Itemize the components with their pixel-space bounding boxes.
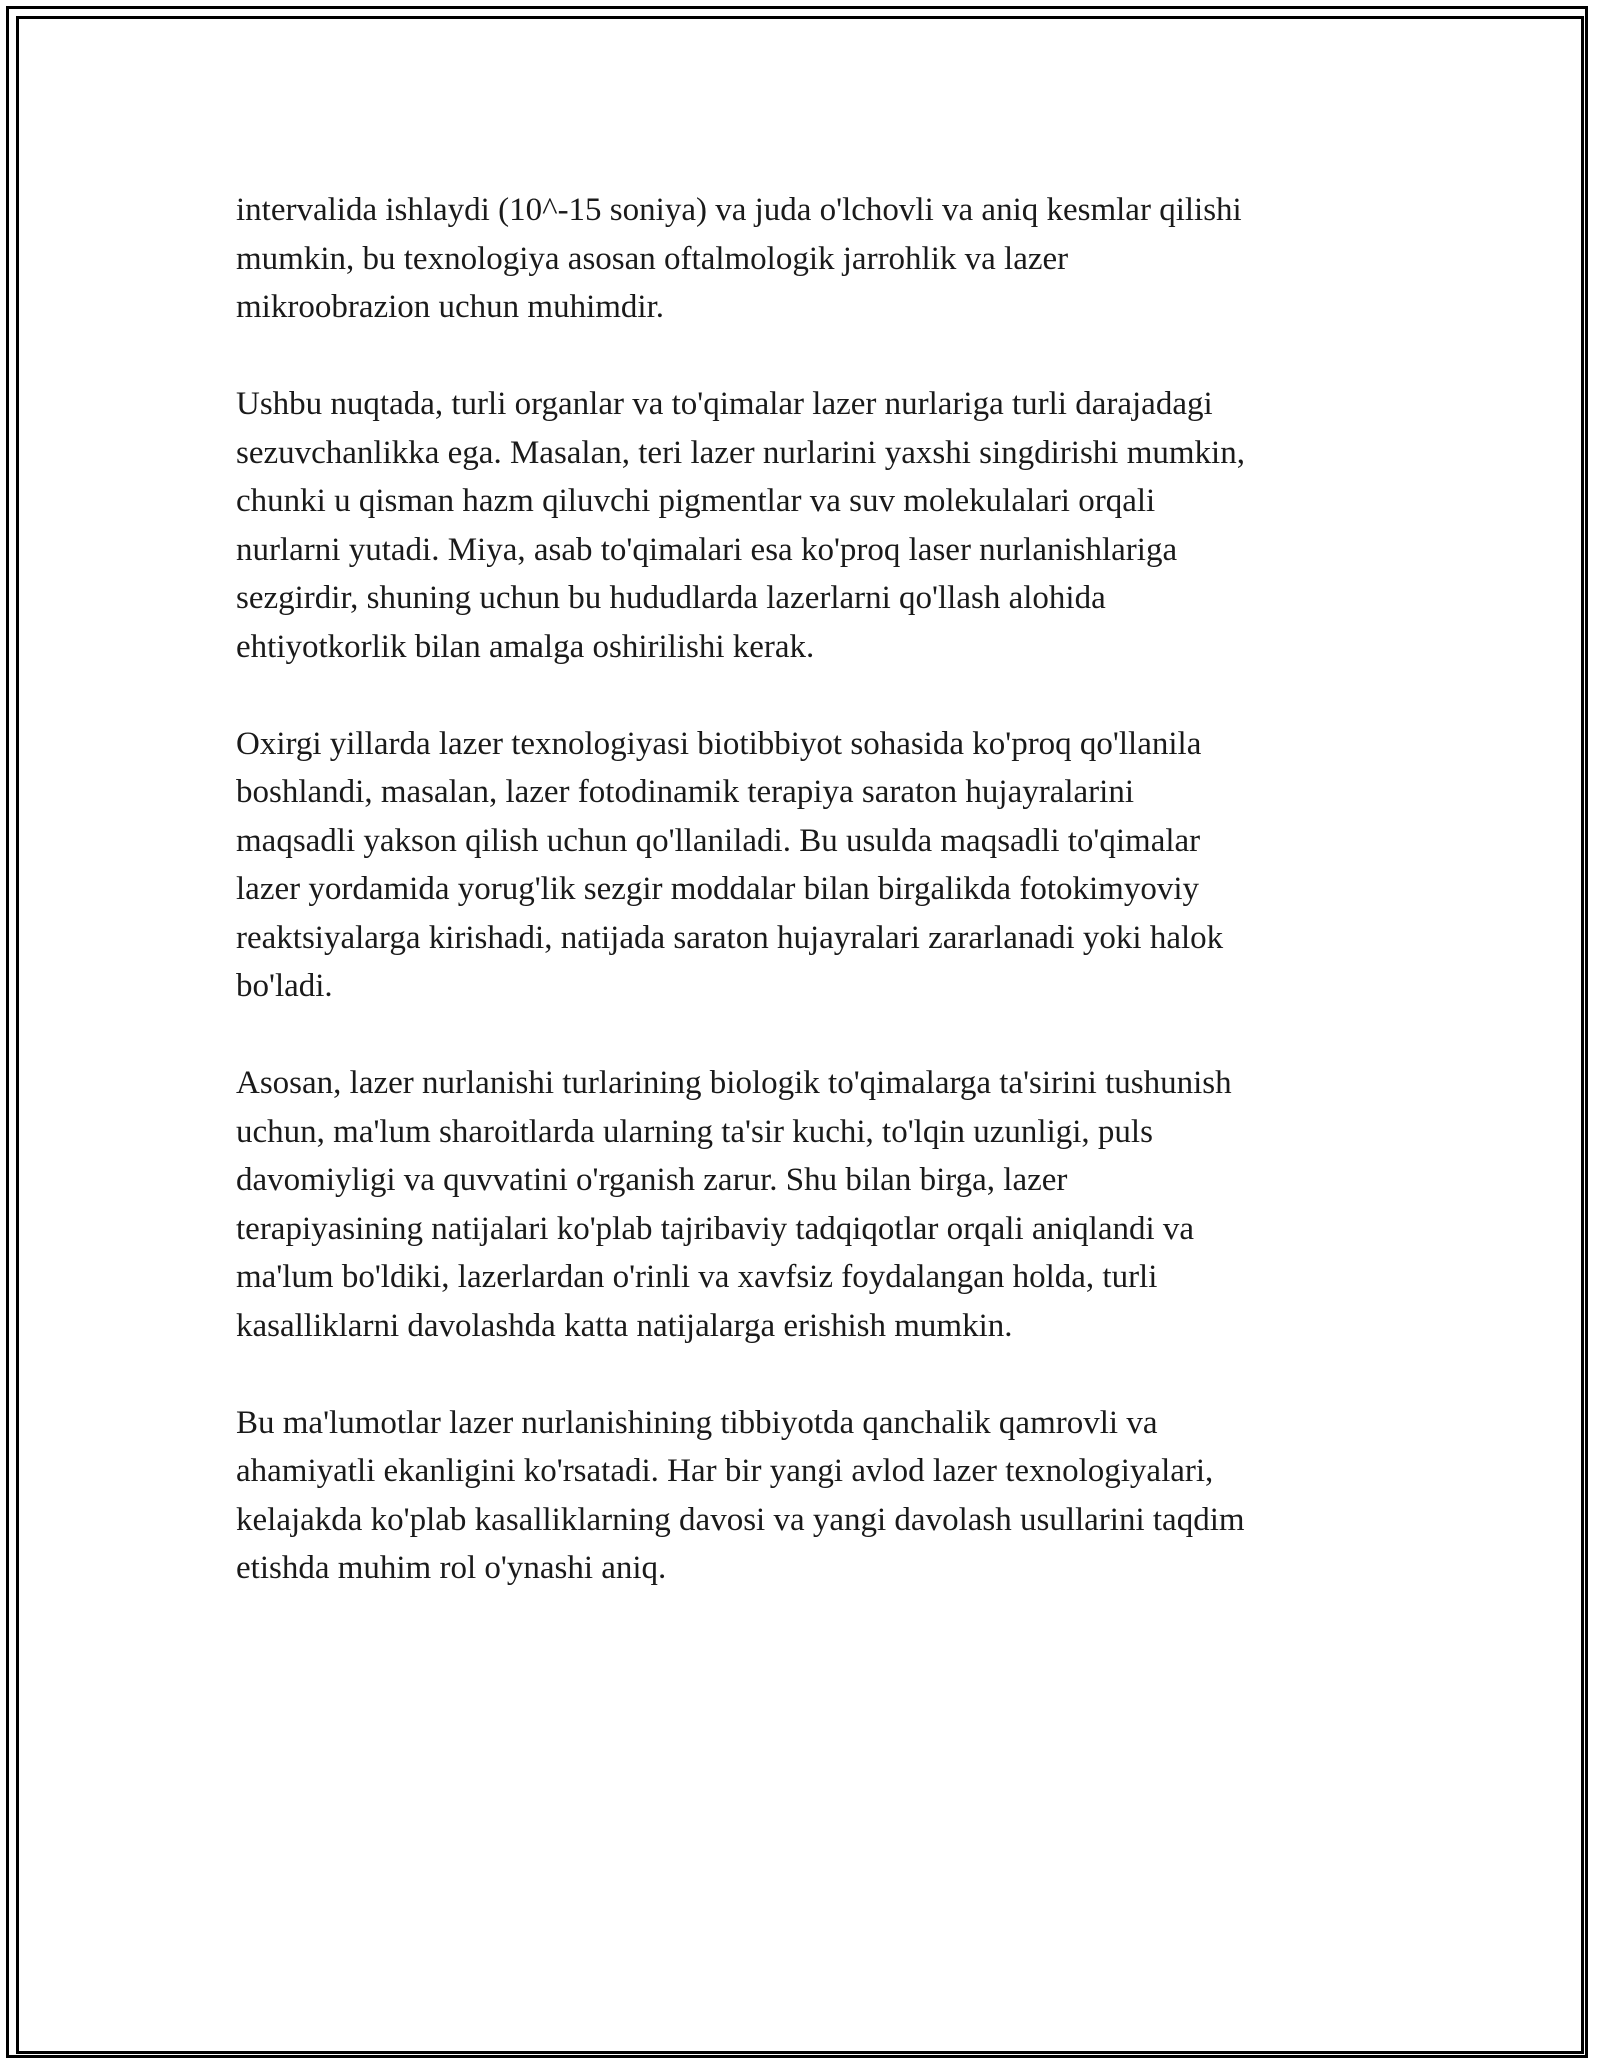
text-line: intervalida ishlaydi (10^-15 soniya) va juda o'lchovli va aniq kesmlar qilishi <box>236 192 1242 228</box>
text-line: ma'lum bo'ldiki, lazerlardan o'rinli va xavfsiz foydalangan holda, turli <box>236 1259 1158 1295</box>
text-line: etishda muhim rol o'ynashi aniq. <box>236 1550 667 1586</box>
text-line: uchun, ma'lum sharoitlarda ularning ta'sir kuchi, to'lqin uzunligi, puls <box>236 1113 1153 1150</box>
text-line: kelajakda ko'plab kasalliklarning davosi va yangi davolash usullarini taqdim <box>236 1501 1245 1538</box>
text-line: maqsadli yakson qilish uchun qo'llaniladi. Bu usulda maqsadli to'qimalar <box>236 822 1201 859</box>
text-line: ahamiyatli ekanligini ko'rsatadi. Har bir yangi avlod lazer texnologiyalari, <box>236 1453 1214 1489</box>
text-line: mikroobrazion uchun muhimdir. <box>236 289 665 325</box>
text-line: lazer yordamida yorug'lik sezgir moddalar bilan birgalikda fotokimyoviy <box>236 871 1199 907</box>
text-line: sezuvchanlikka ega. Masalan, teri lazer nurlarini yaxshi singdirishi mumkin, <box>236 434 1245 471</box>
text-line: sezgirdir, shuning uchun bu hududlarda lazerlarni qo'llash alohida <box>236 580 1106 616</box>
paragraph-2 <box>236 380 1376 671</box>
text-line: Bu ma'lumotlar lazer nurlanishining tibbiyotda qanchalik qamrovli va <box>236 1404 1158 1441</box>
text-line: Ushbu nuqtada, turli organlar va to'qimalar lazer nurlariga turli darajadagi <box>236 386 1213 422</box>
document-body <box>236 186 1376 1641</box>
text-line: chunki u qisman hazm qiluvchi pigmentlar va suv molekulalari orqali <box>236 483 1156 519</box>
text-line: mumkin, bu texnologiya asosan oftalmologik jarrohlik va lazer <box>236 240 1069 277</box>
text-line: Asosan, lazer nurlanishi turlarining biologik to'qimalarga ta'sirini tushunish <box>236 1065 1232 1101</box>
text-line: terapiyasining natijalari ko'plab tajribaviy tadqiqotlar orqali aniqlandi va <box>236 1210 1195 1247</box>
text-line: davomiyligi va quvvatini o'rganish zarur. Shu bilan birga, lazer <box>236 1162 1068 1198</box>
paragraph-1 <box>236 186 1376 332</box>
text-line: nurlarni yutadi. Miya, asab to'qimalari esa ko'proq laser nurlanishlariga <box>236 531 1178 568</box>
text-line: ehtiyotkorlik bilan amalga oshirilishi kerak. <box>236 628 815 665</box>
text-line: Oxirgi yillarda lazer texnologiyasi biotibbiyot sohasida ko'proq qo'llanila <box>236 725 1202 762</box>
paragraph-5 <box>236 1399 1376 1593</box>
text-line: kasalliklarni davolashda katta natijalarga erishish mumkin. <box>236 1307 1013 1344</box>
text-line: boshlandi, masalan, lazer fotodinamik terapiya saraton hujayralarini <box>236 774 1135 810</box>
text-line: reaktsiyalarga kirishadi, natijada saraton hujayralari zararlanadi yoki halok <box>236 919 1224 956</box>
paragraph-3 <box>236 720 1376 1011</box>
paragraph-4 <box>236 1059 1376 1350</box>
text-line: bo'ladi. <box>236 968 333 1004</box>
